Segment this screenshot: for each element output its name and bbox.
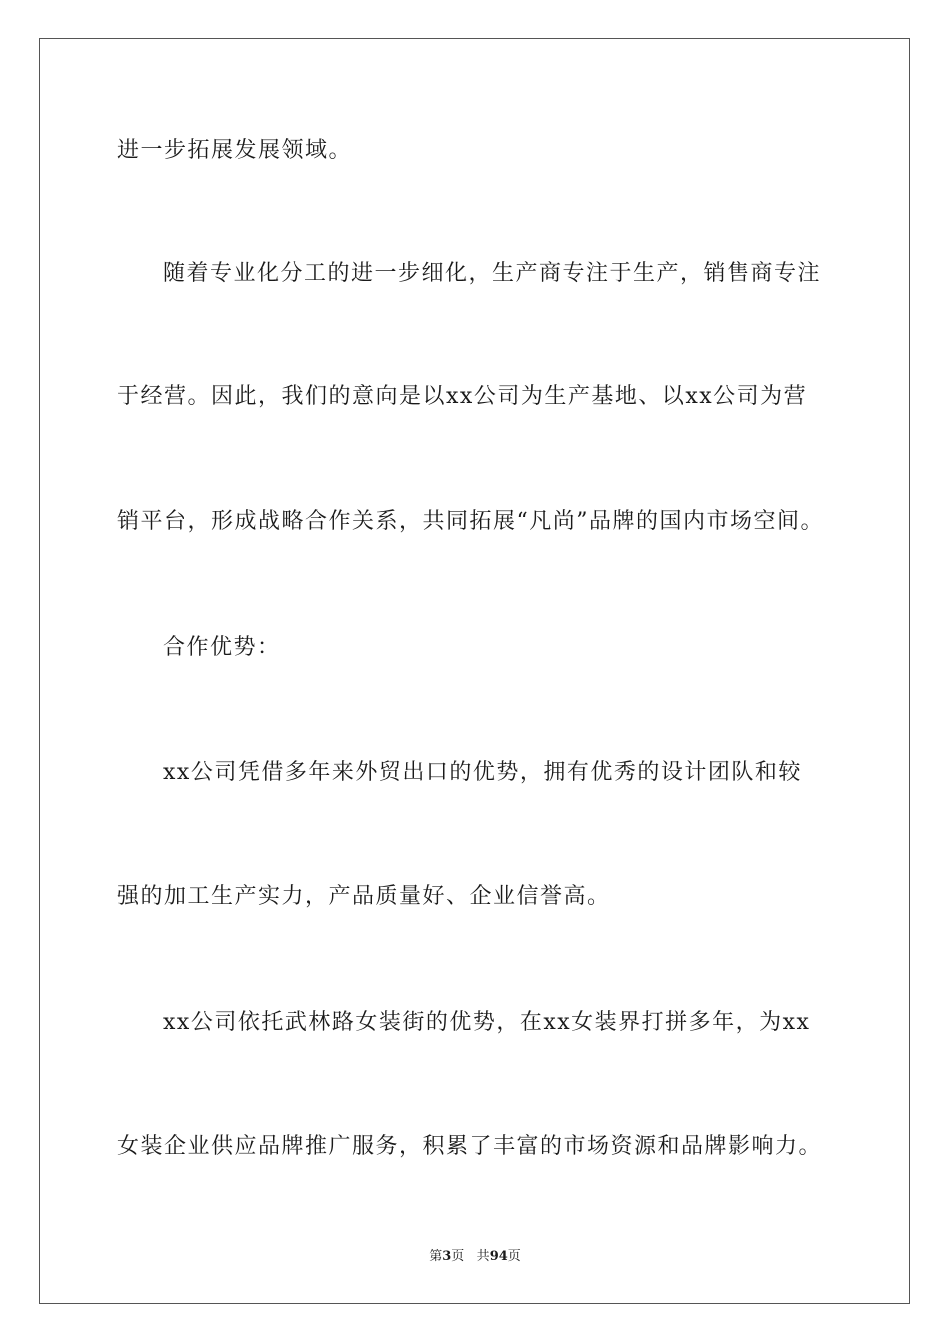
total-suffix: 页 xyxy=(507,1249,521,1264)
total-prefix: 共 xyxy=(476,1249,490,1264)
paragraph-line: xx公司凭借多年来外贸出口的优势，拥有优秀的设计团队和较 xyxy=(163,760,802,785)
page-border xyxy=(39,38,910,1304)
page-prefix: 第 xyxy=(429,1249,443,1264)
paragraph-line: 女装企业供应品牌推广服务，积累了丰富的市场资源和品牌影响力。 xyxy=(117,1134,823,1159)
paragraph-line: 于经营。因此，我们的意向是以xx公司为生产基地、以xx公司为营 xyxy=(117,384,808,409)
total-pages-number: 94 xyxy=(489,1249,508,1264)
paragraph-line: 随着专业化分工的进一步细化，生产商专注于生产，销售商专注 xyxy=(163,261,822,286)
page-footer xyxy=(0,1248,950,1266)
section-heading: 合作优势： xyxy=(163,635,281,660)
current-page-number: 3 xyxy=(442,1249,452,1264)
paragraph-line: 销平台，形成战略合作关系，共同拓展“凡尚”品牌的国内市场空间。 xyxy=(117,509,824,534)
paragraph-line: xx公司依托武林路女装街的优势，在xx女装界打拼多年，为xx xyxy=(163,1010,811,1035)
paragraph-line: 强的加工生产实力，产品质量好、企业信誉高。 xyxy=(117,884,611,909)
page-suffix: 页 xyxy=(451,1249,465,1264)
paragraph-line: 进一步拓展发展领域。 xyxy=(117,138,353,163)
